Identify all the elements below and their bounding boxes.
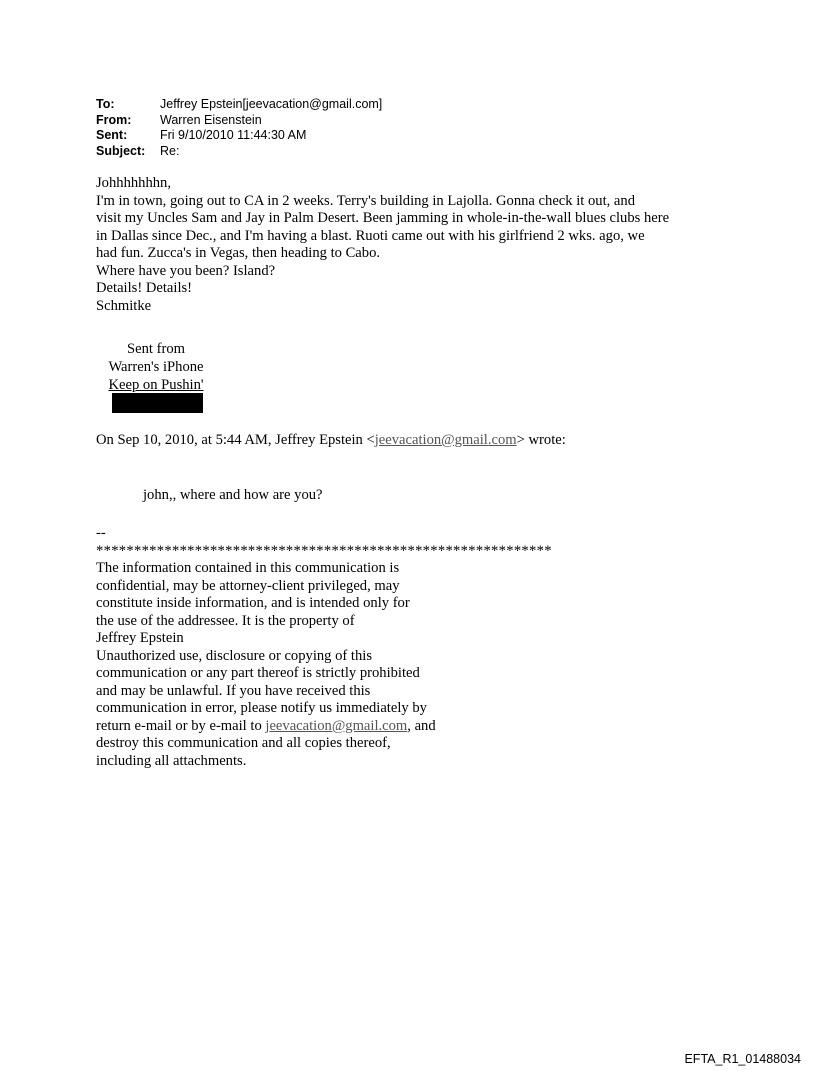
redaction-block [112, 393, 203, 413]
body-line: Details! Details! [96, 280, 193, 296]
body-line: Where have you been? Island? [96, 262, 276, 279]
quote-intro-prefix: On Sep 10, 2010, at 5:44 AM, Jeffrey Epstein < [96, 432, 375, 448]
to-label: To: [96, 97, 115, 111]
document-id: EFTA_R1_01488034 [684, 1052, 801, 1066]
disclaimer-line: confidential, may be attorney-client privileged, may [96, 577, 400, 594]
body-line: Johhhhhhhn, [96, 175, 171, 191]
signature-separator: -- [96, 525, 106, 541]
body-line: Schmitke [96, 297, 152, 314]
signature-line: Warren's iPhone [108, 358, 204, 375]
separator-stars: ************************************************************ [96, 542, 552, 559]
disclaimer-line: communication in error, please notify us immediately by [96, 700, 427, 716]
disclaimer-line: The information contained in this communication is [96, 560, 400, 576]
email-signature [96, 341, 216, 394]
to-value: Jeffrey Epstein[jeevacation@gmail.com] [160, 97, 383, 111]
header-from-row [96, 113, 382, 129]
disclaimer-email-suffix: , and [407, 717, 436, 734]
disclaimer-email-link[interactable]: jeevacation@gmail.com [265, 717, 408, 734]
body-line: in Dallas since Dec., and I'm having a blast. Ruoti came out with his girlfriend 2 wks. ago, we [96, 227, 645, 244]
subject-value: Re: [160, 143, 180, 158]
disclaimer-line: Jeffrey Epstein [96, 630, 184, 646]
from-value: Warren Eisenstein [160, 112, 262, 127]
quote-intro-suffix: > wrote: [516, 432, 566, 448]
email-header [96, 97, 382, 159]
header-subject-row [96, 144, 382, 160]
message-body [96, 175, 756, 315]
disclaimer-line: constitute inside information, and is intended only for [96, 595, 410, 611]
disclaimer-line: Unauthorized use, disclosure or copying of this [96, 647, 373, 664]
quote-intro-email-link[interactable]: jeevacation@gmail.com [374, 432, 517, 448]
disclaimer-line: and may be unlawful. If you have received this [96, 682, 371, 699]
quote-intro [96, 432, 756, 450]
body-line: visit my Uncles Sam and Jay in Palm Desert. Been jamming in whole-in-the-wall blues clubs here [96, 210, 670, 226]
disclaimer-line: communication or any part thereof is strictly prohibited [96, 665, 420, 681]
disclaimer-email-prefix: return e-mail or by e-mail to [96, 717, 266, 734]
disclaimer-line: the use of the addressee. It is the property of [96, 612, 355, 629]
body-line: had fun. Zucca's in Vegas, then heading to Cabo. [96, 245, 381, 261]
header-to-row [96, 97, 382, 113]
disclaimer-block [96, 525, 616, 770]
signature-line: Keep on Pushin' [108, 376, 204, 393]
signature-line: Sent from [127, 341, 185, 357]
disclaimer-line: including all attachments. [96, 752, 247, 769]
quoted-message: john,, where and how are you? [143, 487, 323, 503]
sent-value: Fri 9/10/2010 11:44:30 AM [160, 128, 307, 142]
sent-label: Sent: [96, 128, 128, 142]
subject-label: Subject: [96, 143, 146, 158]
disclaimer-line: destroy this communication and all copies thereof, [96, 735, 391, 751]
body-line: I'm in town, going out to CA in 2 weeks. Terry's building in Lajolla. Gonna check it out, and [96, 192, 635, 209]
disclaimer-email-line [96, 718, 616, 736]
from-label: From: [96, 112, 132, 127]
header-sent-row [96, 128, 382, 144]
